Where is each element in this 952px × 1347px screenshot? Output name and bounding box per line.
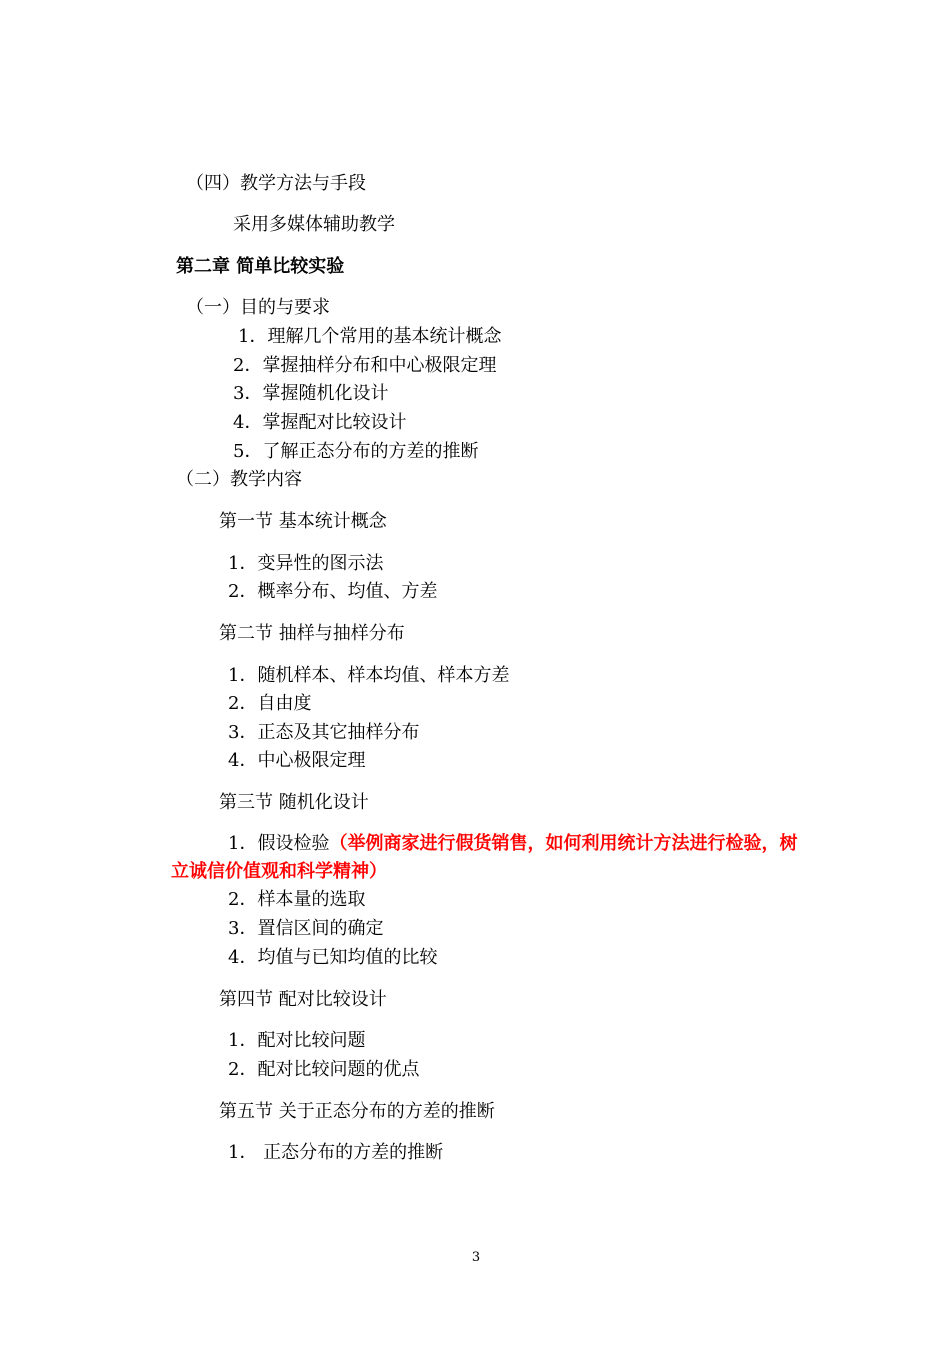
section-title: 第二节 抽样与抽样分布 <box>219 623 405 644</box>
list-item-hypothesis <box>228 831 797 857</box>
list-item: 2．概率分布、均值、方差 <box>228 581 438 602</box>
list-item: 4．中心极限定理 <box>228 750 366 771</box>
list-item: 4．均值与已知均值的比较 <box>228 947 438 968</box>
list-item: 2．配对比较问题的优点 <box>228 1059 420 1080</box>
section-heading-methods: （四）教学方法与手段 <box>186 173 366 194</box>
goal-item: 5．了解正态分布的方差的推断 <box>233 441 479 462</box>
section-title: 第三节 随机化设计 <box>219 792 369 813</box>
list-item: 1．变异性的图示法 <box>228 553 384 574</box>
list-item: 3．置信区间的确定 <box>228 918 384 939</box>
chapter-title: 第二章 简单比较实验 <box>176 256 345 277</box>
goal-item: 3．掌握随机化设计 <box>233 383 389 404</box>
list-item: 1．随机样本、样本均值、样本方差 <box>228 665 510 686</box>
goal-item: 4．掌握配对比较设计 <box>233 412 407 433</box>
ethics-note: （举例商家进行假货销售，如何利用统计方法进行检验，树 <box>329 833 798 854</box>
goal-item: 2．掌握抽样分布和中心极限定理 <box>233 355 497 376</box>
list-item: 1． 正态分布的方差的推断 <box>228 1142 444 1163</box>
page-number: 3 <box>471 1250 481 1265</box>
list-item-label: 1．假设检验 <box>228 833 330 854</box>
goal-item: 1．理解几个常用的基本统计概念 <box>238 326 502 347</box>
list-item: 2．样本量的选取 <box>228 889 366 910</box>
methods-body: 采用多媒体辅助教学 <box>233 214 395 235</box>
section-title: 第一节 基本统计概念 <box>219 511 387 532</box>
goals-heading: （一）目的与要求 <box>186 297 330 318</box>
list-item: 1．配对比较问题 <box>228 1030 366 1051</box>
list-item: 2．自由度 <box>228 693 312 714</box>
section-title: 第四节 配对比较设计 <box>219 989 387 1010</box>
section-title: 第五节 关于正态分布的方差的推断 <box>219 1101 495 1122</box>
content-heading: （二）教学内容 <box>176 469 302 490</box>
ethics-note-continued: 立诚信价值观和科学精神） <box>171 861 387 882</box>
list-item: 3．正态及其它抽样分布 <box>228 722 420 743</box>
